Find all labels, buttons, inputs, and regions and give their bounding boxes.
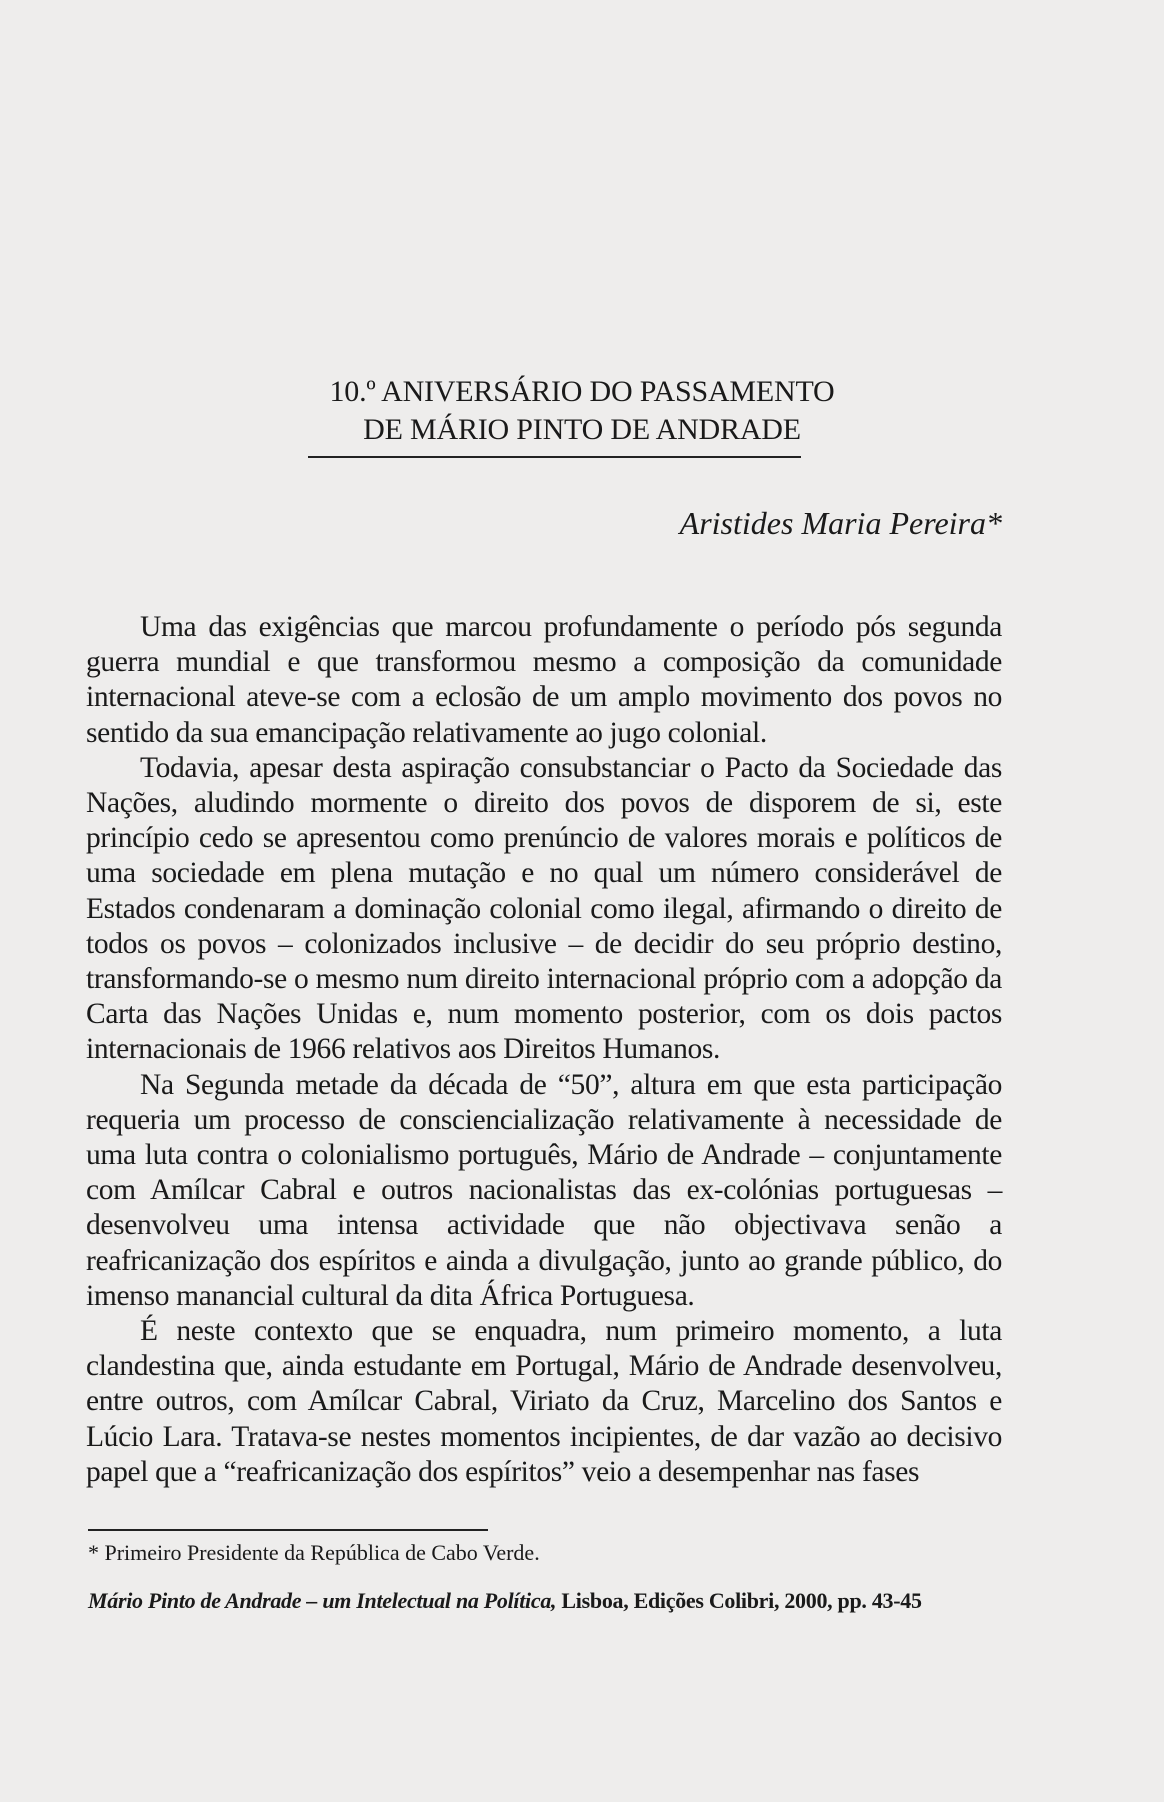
title-underline: [308, 456, 801, 458]
footnote: * Primeiro Presidente da República de Cabo Verde.: [88, 1540, 540, 1565]
citation-publisher: Lisboa, Edições Colibri, 2000, pp. 43-45: [556, 1588, 922, 1613]
footnote-divider: [88, 1529, 488, 1531]
article-title: [0, 373, 1164, 449]
paragraph-3: Na Segunda metade da década de “50”, altura em que esta participação requeria um processo de consciencialização relativamente à necessidade de uma luta contra o colonialismo português, Mário de Andrade – conjuntamente com Amílcar Cabral e outros nacionalistas das ex-colónias portuguesas – desenvolveu uma intensa actividade que não objectivava senão a reafricanização dos espíritos e ainda a divulgação, junto ao grande público, do imenso manancial cultural da dita África Portuguesa.: [86, 1068, 1002, 1312]
paragraph-2: Todavia, apesar desta aspiração consubstanciar o Pacto da Sociedade das Nações, aludindo mormente o direito dos povos de disporem de si, este princípio cedo se apresentou como prenúncio de valores morais e políticos de uma sociedade em plena mutação e no qual um número considerável de Estados condenaram a dominação colonial como ilegal, afirmando o direito de todos os povos – colonizados inclusive – de decidir do seu próprio destino, transformando-se o mesmo num direito internacional próprio com a adopção da Carta das Nações Unidas e, num momento posterior, com os dois pactos internacionais de 1966 relativos aos Direitos Humanos.: [86, 751, 1002, 1066]
paragraph-1: Uma das exigências que marcou profundamente o período pós segunda guerra mundial e que transformou mesmo a composição da comunidade internacional ateve-se com a eclosão de um amplo movimento dos povos no sentido da sua emancipação relativamente ao jugo colonial.: [86, 611, 1002, 749]
source-citation: [88, 1588, 922, 1614]
title-line-2: DE MÁRIO PINTO DE ANDRADE: [363, 413, 801, 446]
author-name: Aristides Maria Pereira*: [679, 505, 1002, 541]
article-body: [86, 610, 1002, 1490]
title-line-1: 10.º ANIVERSÁRIO DO PASSAMENTO: [329, 375, 835, 408]
citation-book-title: Mário Pinto de Andrade – um Intelectual na Política,: [88, 1588, 557, 1613]
paragraph-4: É neste contexto que se enquadra, num primeiro momento, a luta clandestina que, ainda estudante em Portugal, Mário de Andrade desenvolveu, entre outros, com Amílcar Cabral, Viriato da Cruz, Marcelino dos Santos e Lúcio Lara. Tratava-se nestes momentos incipientes, de dar vazão ao decisivo papel que a “reafricanização dos espíritos” veio a desempenhar nas fases: [86, 1315, 1002, 1488]
